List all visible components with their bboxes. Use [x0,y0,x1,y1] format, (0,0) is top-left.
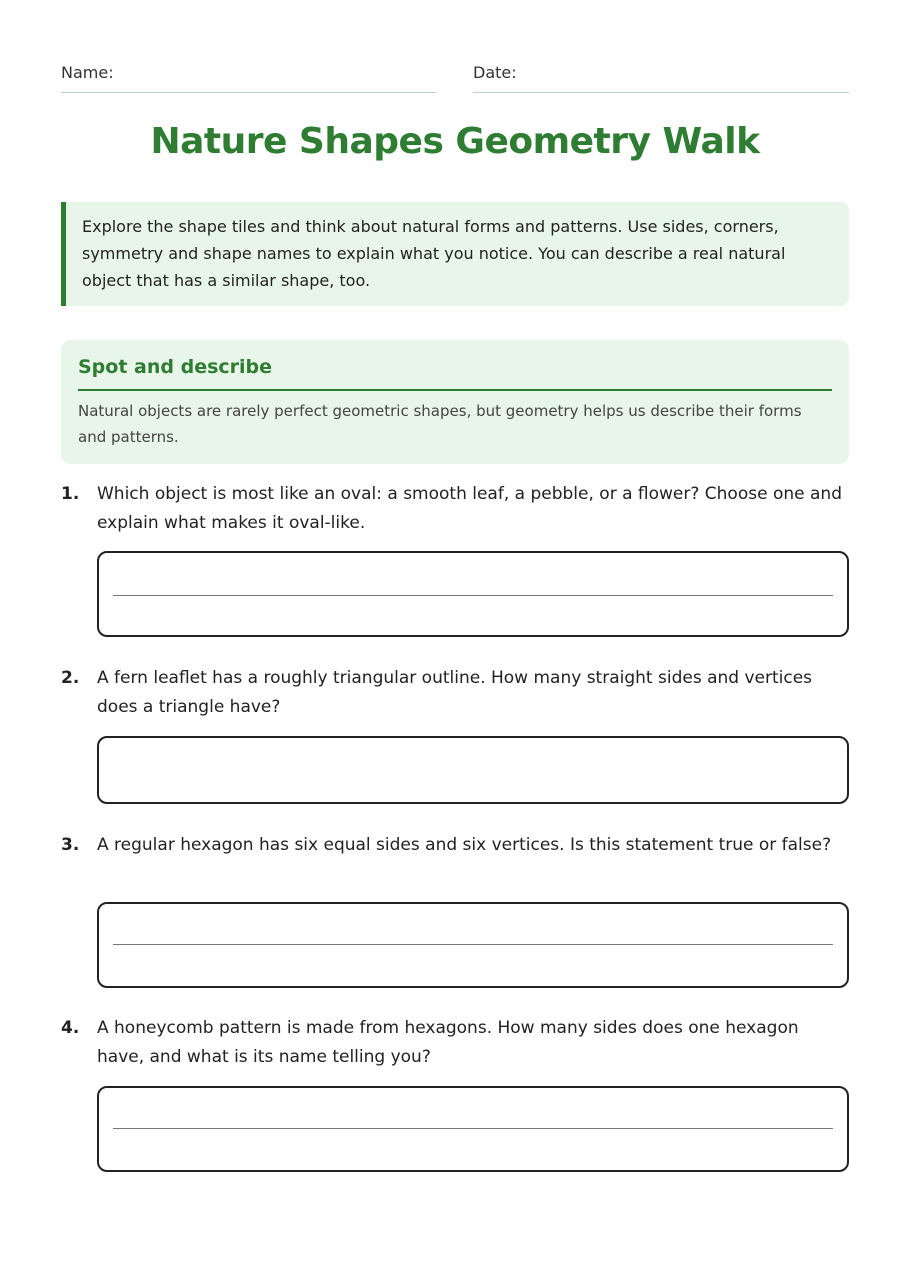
question-number: 2. [61,668,80,688]
question-text: A regular hexagon has six equal sides and six vertices. Is this statement true or false? [97,835,832,855]
name-field[interactable] [61,62,436,93]
callout-title: Spot and describe [78,354,832,391]
callout-body: Natural objects are rarely perfect geometric shapes, but geometry helps us describe their forms and patterns. [78,402,802,446]
answer-box-4[interactable] [97,1086,849,1172]
date-field[interactable] [473,62,849,93]
intro-text: Explore the shape tiles and think about natural forms and patterns. Use sides, corners, symmetry and shape names to explain what you notice. You can describe a real natural object that has a similar shape, too. [82,217,786,290]
question-text: A fern leaflet has a roughly triangular outline. How many straight sides and vertices does a triangle have? [97,668,813,717]
answer-line [113,595,833,596]
question-number: 3. [61,835,80,855]
answer-line [113,944,833,945]
question-text: A honeycomb pattern is made from hexagons. How many sides does one hexagon have, and what is its name telling you? [97,1018,799,1067]
answer-box-1[interactable] [97,551,849,637]
answer-box-2[interactable] [97,736,849,804]
name-date-row [61,62,849,94]
date-label: Date: [473,63,517,82]
worksheet-title: Nature Shapes Geometry Walk [150,121,760,162]
question-number: 4. [61,1018,80,1038]
name-label: Name: [61,63,114,82]
question-text: Which object is most like an oval: a smooth leaf, a pebble, or a flower? Choose one and explain what makes it oval-like. [97,484,842,533]
intro-panel [61,202,849,306]
answer-line [113,1128,833,1129]
spot-describe-callout [61,340,849,464]
answer-box-3[interactable] [97,902,849,988]
question-number: 1. [61,484,80,504]
